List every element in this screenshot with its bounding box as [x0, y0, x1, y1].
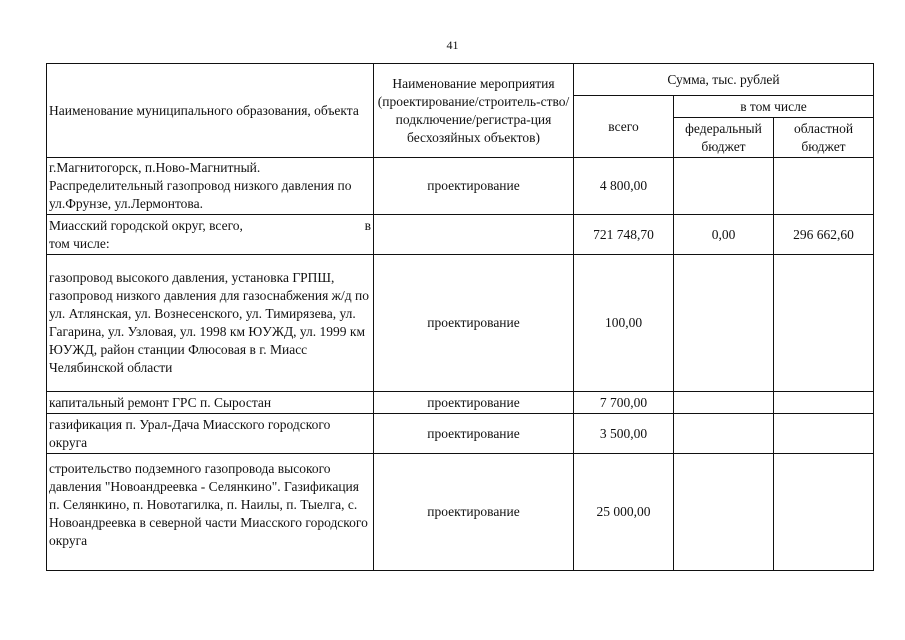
row-federal: 0,00	[674, 215, 774, 255]
row-federal	[674, 392, 774, 414]
row-name-part2: в	[364, 217, 371, 233]
row-activity: проектирование	[374, 158, 574, 215]
row-federal	[674, 414, 774, 454]
row-name: капитальный ремонт ГРС п. Сыростан	[47, 392, 374, 414]
row-federal	[674, 454, 774, 571]
row-federal	[674, 255, 774, 392]
row-regional	[774, 255, 874, 392]
table-row	[47, 215, 874, 255]
row-activity: проектирование	[374, 414, 574, 454]
page-number: 41	[446, 38, 459, 52]
row-name: газификация п. Урал-Дача Миасского городского округа	[47, 414, 374, 454]
row-name-part3: том числе:	[49, 235, 110, 251]
table-row	[47, 158, 874, 215]
row-name	[47, 215, 374, 255]
row-regional	[774, 454, 874, 571]
row-total: 721 748,70	[574, 215, 674, 255]
row-federal	[674, 158, 774, 215]
row-total: 3 500,00	[574, 414, 674, 454]
header-sum: Сумма, тыс. рублей	[574, 64, 874, 96]
header-federal: федеральный бюджет	[674, 118, 774, 158]
table-row	[47, 454, 874, 571]
funding-table	[46, 63, 874, 571]
row-name: г.Магнитогорск, п.Ново-Магнитный. Распределительный газопровод низкого давления по ул.Фрунзе, ул.Лермонтова.	[47, 158, 374, 215]
row-total: 7 700,00	[574, 392, 674, 414]
row-regional: 296 662,60	[774, 215, 874, 255]
table-row	[47, 392, 874, 414]
row-activity: проектирование	[374, 392, 574, 414]
row-regional	[774, 158, 874, 215]
header-regional: областной бюджет	[774, 118, 874, 158]
header-total: всего	[574, 96, 674, 158]
row-name-part1: Миасский городской округ, всего,	[49, 217, 243, 233]
row-regional	[774, 414, 874, 454]
row-activity: проектирование	[374, 255, 574, 392]
row-activity: проектирование	[374, 454, 574, 571]
header-row-1	[47, 64, 874, 96]
table-row	[47, 414, 874, 454]
row-activity	[374, 215, 574, 255]
row-regional	[774, 392, 874, 414]
row-name: газопровод высокого давления, установка ГРПШ, газопровод низкого давления для газоснабжения ж/д по ул. Атлянская, ул. Вознесенского, ул. Тимирязева, ул. Гагарина, ул. Узловая, ул. 1998 км ЮУЖД, ул. 1999 км ЮУЖД, район станции Флюсовая в г. Миасс Челябинской области	[47, 255, 374, 392]
header-activity: Наименование мероприятия (проектирование/строитель-ство/подключение/регистра-ция бесхозяйных объектов)	[374, 64, 574, 158]
header-municipality: Наименование муниципального образования, объекта	[47, 64, 374, 158]
table-row	[47, 255, 874, 392]
row-total: 100,00	[574, 255, 674, 392]
header-including: в том числе	[674, 96, 874, 118]
row-total: 25 000,00	[574, 454, 674, 571]
row-name: строительство подземного газопровода высокого давления "Новоандреевка - Селянкино". Газификация п. Селянкино, п. Новотагилка, п. Наилы, п. Тыелга, с. Новоандреевка в северной части Миасского городского округа	[47, 454, 374, 571]
row-total: 4 800,00	[574, 158, 674, 215]
